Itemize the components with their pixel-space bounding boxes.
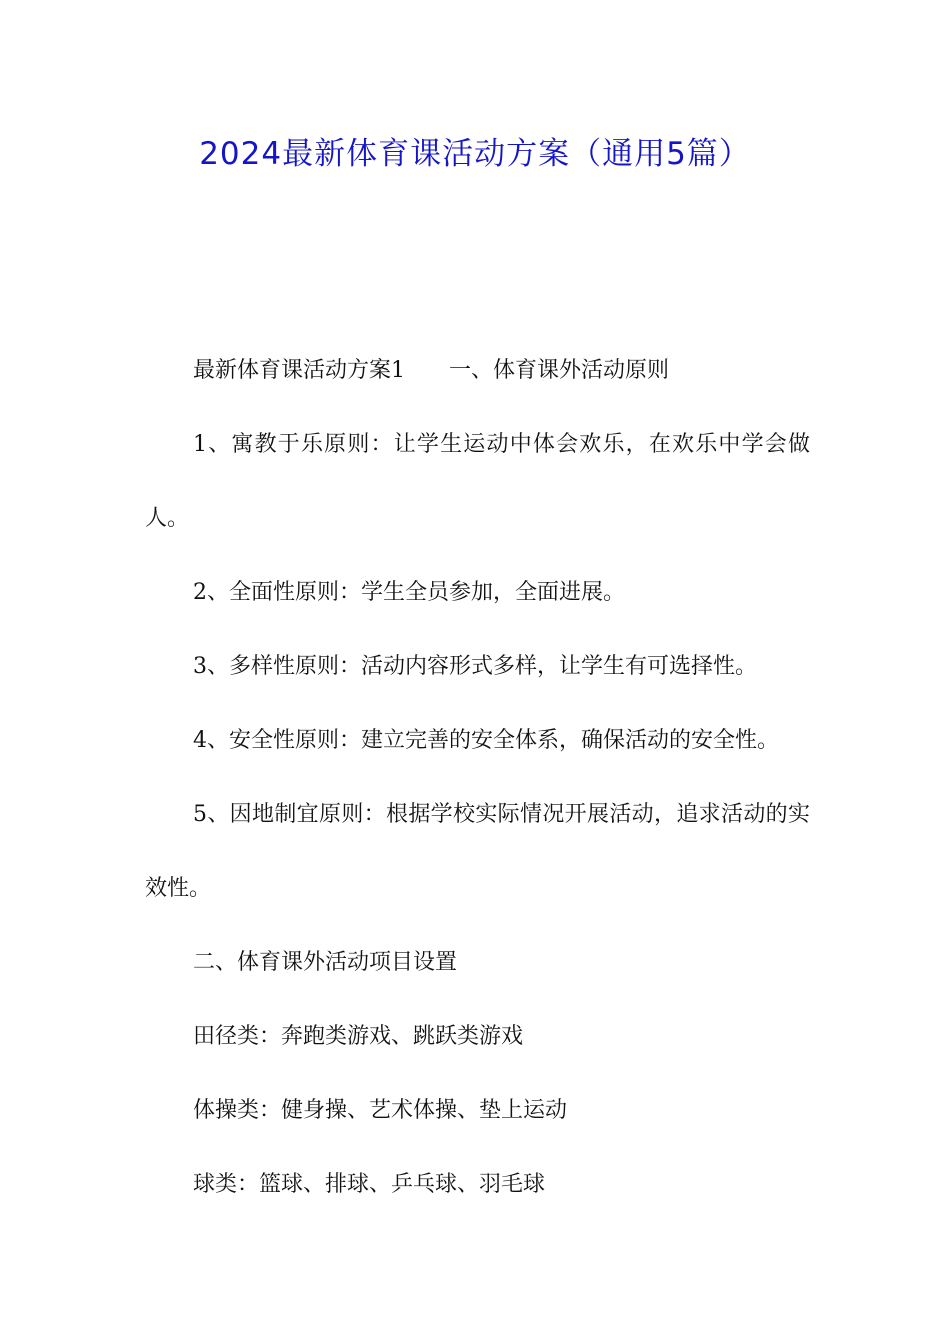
paragraph-track-field: 田径类：奔跑类游戏、跳跃类游戏 [193,1024,524,1049]
section-heading-projects: 二、体育课外活动项目设置 [193,950,458,975]
document-title: 2024最新体育课活动方案（通用5篇） [199,136,751,172]
paragraph-plan-heading: 最新体育课活动方案1 一、体育课外活动原则 [193,358,669,383]
paragraph-principle-4: 4、安全性原则：建立完善的安全体系，确保活动的安全性。 [193,728,779,753]
document-body [145,334,810,1222]
paragraph-ball-games: 球类：篮球、排球、乒乓球、羽毛球 [193,1172,546,1197]
paragraph-principle-1: 1、寓教于乐原则：让学生运动中体会欢乐，在欢乐中学会做人。 [145,432,810,531]
paragraph-principle-5: 5、因地制宜原则：根据学校实际情况开展活动，追求活动的实效性。 [145,802,810,901]
paragraph-principle-3: 3、多样性原则：活动内容形式多样，让学生有可选择性。 [193,654,757,679]
paragraph-principle-2: 2、全面性原则：学生全员参加，全面进展。 [193,580,625,605]
paragraph-gymnastics: 体操类：健身操、艺术体操、垫上运动 [193,1098,568,1123]
